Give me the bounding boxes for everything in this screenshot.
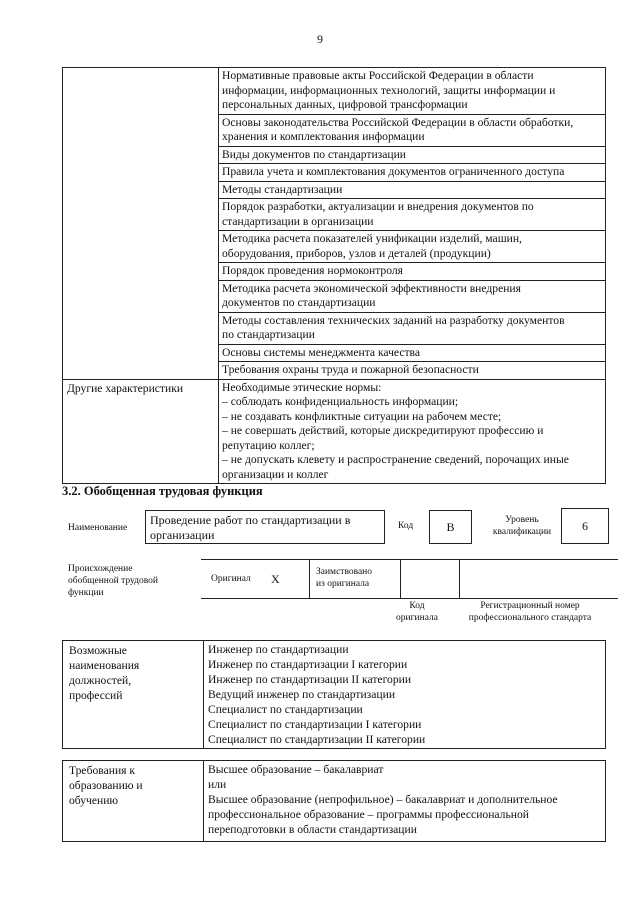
- list-item: Специалист по стандартизации II категории: [208, 733, 426, 746]
- list-item: Ведущий инженер по стандартизации: [208, 688, 396, 701]
- level-label: [486, 514, 558, 538]
- text-line: должностей,: [69, 674, 132, 687]
- text-line: Нормативные правовые акты Российской Федерации в области: [222, 69, 534, 82]
- education-table: [62, 760, 606, 842]
- text-line: документов по стандартизации: [222, 296, 376, 309]
- knowledge-item: [219, 231, 605, 263]
- text-line: профессий: [69, 689, 123, 702]
- education-text-cell: [204, 761, 606, 842]
- knowledge-item: [219, 147, 605, 165]
- text-line: наименования: [69, 659, 140, 672]
- text-line: или: [208, 778, 227, 791]
- knowledge-table: [62, 67, 606, 484]
- name-value-line: Проведение работ по стандартизации в: [150, 513, 351, 527]
- text-line: персональных данных, цифровой трансформации: [222, 98, 468, 111]
- text-line: – соблюдать конфиденциальность информации;: [222, 395, 459, 408]
- education-label-cell: [63, 761, 204, 842]
- text-line: Основы законодательства Российской Федерации в области обработки,: [222, 115, 574, 129]
- positions-label-cell: [63, 641, 204, 749]
- other-characteristics-label: Другие характеристики: [63, 379, 219, 484]
- origin-table: [201, 559, 618, 599]
- text-line: Правила учета и комплектования документов ограниченного доступа: [222, 165, 565, 178]
- text-line: образованию и: [69, 779, 143, 792]
- list-item: Инженер по стандартизации II категории: [208, 673, 412, 686]
- knowledge-item: [219, 182, 605, 200]
- origin-label-line: Происхождение: [68, 564, 133, 574]
- text-line: профессиональное образование – программы профессиональной: [208, 808, 529, 821]
- text-line: Порядок проведения нормоконтроля: [222, 264, 403, 277]
- borrowed-line: Заимствовано: [316, 567, 373, 577]
- text-line: организации и коллег: [222, 467, 329, 481]
- level-value-box: 6: [561, 508, 609, 544]
- reg-number-value-cell: [460, 560, 619, 599]
- borrowed-cell: [310, 560, 401, 599]
- reg-number-line: Регистрационный номер: [480, 601, 580, 611]
- positions-list-cell: [204, 641, 606, 749]
- text-line: Высшее образование (непрофильное) – бакалавриат и дополнительное: [208, 793, 558, 806]
- text-line: Виды документов по стандартизации: [222, 147, 407, 161]
- knowledge-items-cell: [219, 68, 606, 380]
- text-line: – не допускать клевету и распространение сведений, порочащих иные: [222, 453, 569, 466]
- reg-number-label: [450, 600, 610, 624]
- knowledge-item: [219, 199, 605, 231]
- text-line: информации, информационных технологий, защиты информации и: [222, 83, 556, 97]
- knowledge-item: [219, 164, 605, 182]
- knowledge-item: [219, 115, 605, 147]
- positions-table: [62, 640, 606, 749]
- text-line: Основы системы менеджмента качества: [222, 345, 421, 359]
- other-characteristics-cell: [219, 379, 606, 484]
- text-line: хранения и комплектования информации: [222, 130, 425, 143]
- knowledge-item: [219, 362, 605, 379]
- page-number: 9: [317, 32, 323, 46]
- code-original-value-cell: [401, 560, 460, 599]
- knowledge-item: [219, 345, 605, 363]
- name-value-box: [145, 510, 385, 544]
- text-line: Порядок разработки, актуализации и внедрения документов по: [222, 200, 534, 213]
- level-label-line: квалификации: [492, 527, 552, 537]
- code-original-line: оригинала: [396, 613, 438, 623]
- text-line: Требования к: [69, 764, 136, 777]
- code-original-line: Код: [409, 601, 425, 611]
- origin-label: [68, 563, 180, 599]
- text-line: Возможные: [69, 644, 127, 657]
- code-original-label: [382, 600, 452, 624]
- text-line: оборудования, приборов, узлов и деталей (продукции): [222, 246, 491, 260]
- knowledge-item: [219, 281, 605, 313]
- text-line: по стандартизации: [222, 328, 315, 341]
- other-characteristics-row: [63, 379, 606, 484]
- level-label-line: Уровень: [505, 515, 539, 525]
- knowledge-item: [219, 313, 605, 345]
- origin-label-line: обобщенной трудовой: [68, 576, 158, 586]
- code-label: Код: [398, 521, 414, 531]
- text-line: – не создавать конфликтные ситуации на рабочем месте;: [222, 409, 502, 423]
- knowledge-label-cell: [63, 68, 219, 380]
- text-line: обучению: [69, 794, 119, 807]
- text-line: – не совершать действий, которые дискредитируют профессию и: [222, 424, 544, 437]
- text-line: Методы стандартизации: [222, 182, 343, 196]
- text-line: переподготовки в области стандартизации: [208, 823, 417, 836]
- name-value-line: организации: [150, 528, 215, 542]
- reg-number-line: профессионального стандарта: [468, 613, 592, 623]
- borrowed-line: из оригинала: [316, 579, 370, 589]
- original-label-cell: Оригинал: [201, 560, 271, 599]
- name-label: Наименование: [68, 523, 128, 533]
- list-item: Инженер по стандартизации: [208, 643, 349, 656]
- text-line: Требования охраны труда и пожарной безопасности: [222, 363, 479, 376]
- text-line: Методика расчета экономической эффективности внедрения: [222, 281, 521, 295]
- text-line: Методы составления технических заданий на разработку документов: [222, 313, 565, 327]
- knowledge-item: [219, 68, 605, 115]
- list-item: Инженер по стандартизации I категории: [208, 658, 408, 671]
- knowledge-item: [219, 263, 605, 281]
- text-line: стандартизации в организации: [222, 214, 374, 228]
- list-item: Специалист по стандартизации I категории: [208, 718, 422, 731]
- text-line: Высшее образование – бакалавриат: [208, 763, 384, 776]
- code-value-box: B: [429, 510, 472, 544]
- text-line: Необходимые этические нормы:: [222, 380, 382, 394]
- origin-label-line: функции: [68, 588, 104, 598]
- section-heading: 3.2. Обобщенная трудовая функция: [62, 484, 263, 498]
- original-mark-cell: X: [271, 560, 310, 599]
- list-item: Специалист по стандартизации: [208, 703, 363, 716]
- knowledge-row: [63, 68, 606, 380]
- text-line: репутацию коллег;: [222, 438, 315, 452]
- text-line: Методика расчета показателей унификации изделий, машин,: [222, 232, 522, 245]
